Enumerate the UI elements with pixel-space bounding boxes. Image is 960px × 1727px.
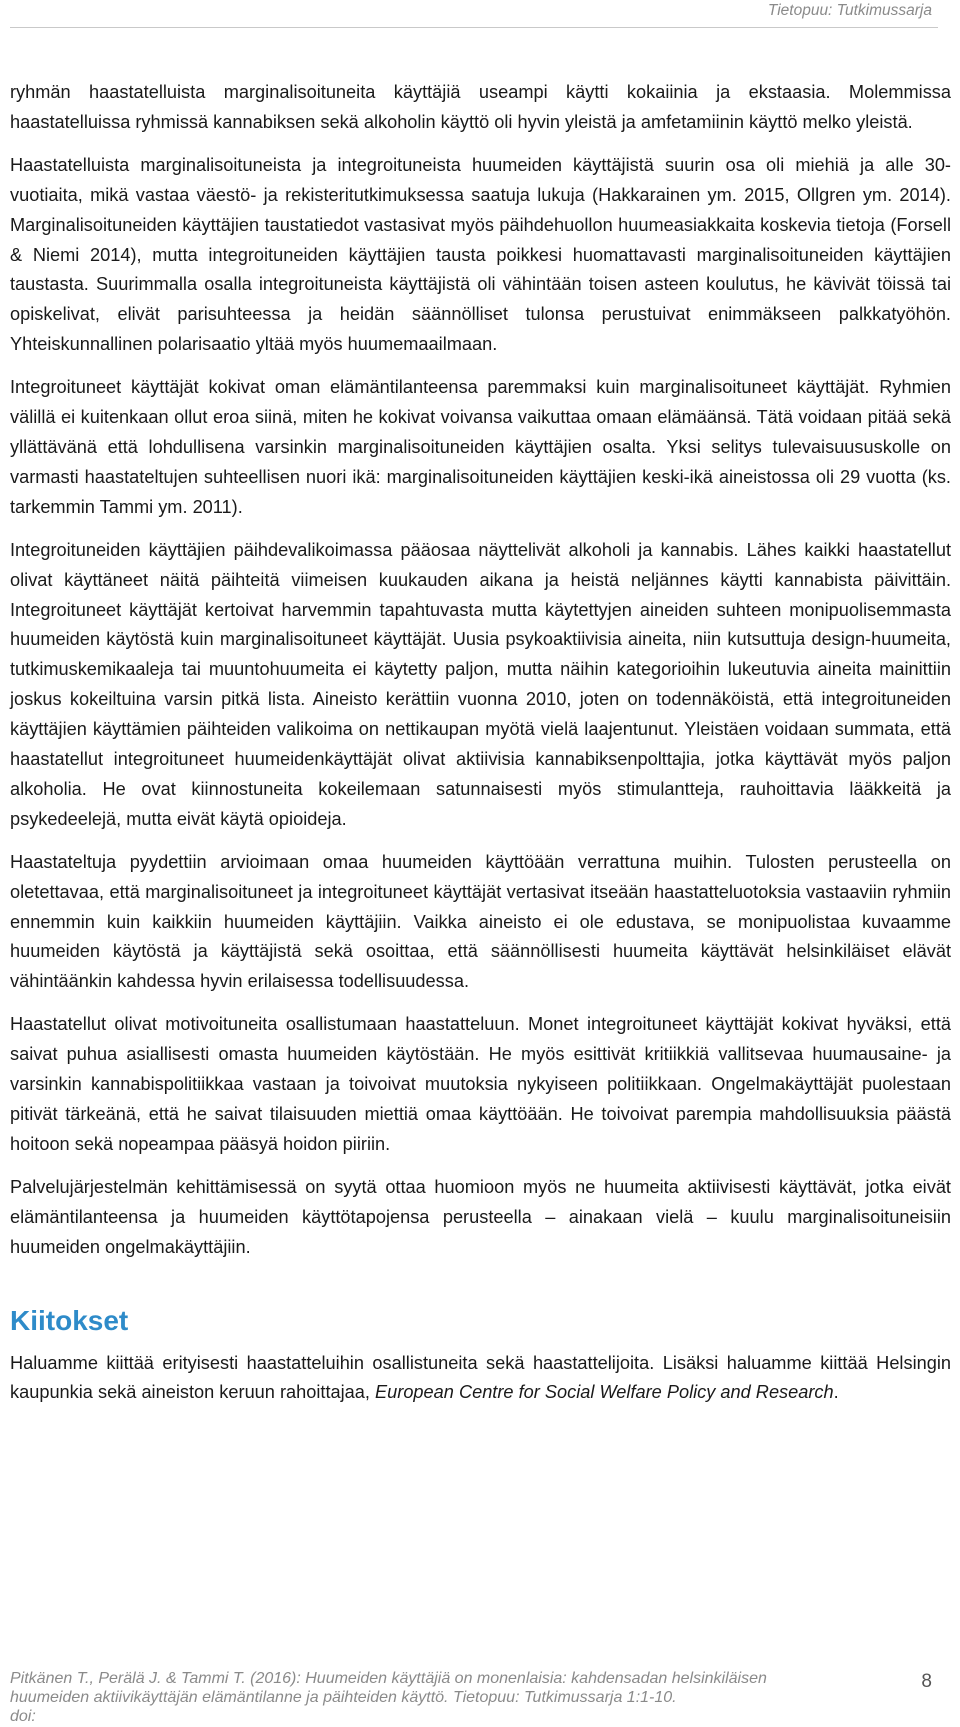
body-paragraph: Integroituneet käyttäjät kokivat oman elämäntilanteensa paremmaksi kuin marginalisoituneet käyttäjät. Ryhmien välillä ei kuitenkaan ollut eroa siinä, miten he kokivat voivansa vaikuttaa omaan elämäänsä. Tätä voidaan pitää sekä yllättävänä että lohdullisena varsinkin marginalisoituneiden käyttäjien osalta. Yksi selitys tulevaisuususkolle on varmasti haastateltujen suhteellisen nuori ikä: marginalisoituneiden käyttäjien keski-ikä aineistossa oli 29 vuotta (ks. tarkemmin Tammi ym. 2011).: [10, 377, 951, 517]
acknowledgements-paragraph: [10, 1349, 951, 1409]
series-title: Tietopuu: Tutkimussarja: [767, 2, 932, 19]
citation: [10, 1669, 860, 1726]
body-paragraph: Haastatellut olivat motivoituneita osallistumaan haastatteluun. Monet integroituneet käyttäjät kokivat hyväksi, että saivat puhua asiallisesti omasta huumeiden käytöstään. He myös esittivät kritiikkiä vallitsevaa huumausaine- ja varsinkin kannabispolitiikkaa vastaan ja toivoivat muutoksia nykyiseen politiikkaan. Ongelmakäyttäjät puolestaan pitivät tärkeänä, että he saivat tilaisuuden miettiä omaa käyttöään. He toivoivat parempia mahdollisuuksia päästä hoitoon sekä nopeampaa pääsyä hoidon piiriin.: [10, 1014, 951, 1154]
citation-line: Pitkänen T., Perälä J. & Tammi T. (2016): Huumeiden käyttäjiä on monenlaisia: kahdensadan helsinkiläisen: [10, 1670, 767, 1687]
body-paragraph: Haastateltuja pyydettiin arvioimaan omaa huumeiden käyttöään verrattuna muihin. Tulosten perusteella on oletettavaa, että marginalisoituneet ja integroituneet käyttäjät vertasivat itseään haastatteluotoksia vastaaviin ryhmiin ennemmin kuin kaikkiin huumeiden käyttäjiin. Vaikka aineisto ei ole edustava, se monipuolistaa kuvaamme huumeiden käytöstä ja käyttäjistä sekä osoittaa, että säännöllisesti huumeita käyttävät helsinkiläiset elävät vähintäänkin kahdessa hyvin erilaisessa todellisuudessa.: [10, 851, 951, 992]
acknowledgements-period: .: [833, 1382, 839, 1403]
body-paragraph: Haastatelluista marginalisoituneista ja integroituneista huumeiden käyttäjistä suurin osa oli miehiä ja alle 30-vuotiaita, mikä vastaa väestö- ja rekisteritutkimuksessa saatuja lukuja (Hakkarainen ym. 2015, Ollgren ym. 2014). Marginalisoituneiden käyttäjien taustatiedot vastasivat myös päihdehuollon huumeasiakkaita koskevia tietoja (Forsell & Niemi 2014), mutta integroituneiden käyttäjien tausta poikkesi huomattavasti marginalisoituneiden käyttäjien taustasta. Suurimmalla osalla integroituneista käyttäjistä oli vähintään toisen asteen koulutus, he kävivät töissä tai opiskelivat, elivät parisuhteessa ja heidän säännölliset tulonsa perustuivat enimmäkseen palkkatyöhön. Yhteiskunnallinen polarisaatio yltää myös huumemaailmaan.: [10, 154, 951, 355]
page-number: 8: [921, 1671, 932, 1692]
section-heading-acknowledgements: Kiitokset: [10, 1304, 129, 1336]
doi-label: doi:: [10, 1708, 36, 1725]
citation-line: huumeiden aktiivikäyttäjän elämäntilanne ja päihteiden käyttö. Tietopuu: Tutkimussarja 1:1-10.: [10, 1689, 677, 1706]
body-paragraph: ryhmän haastatelluista marginalisoituneita käyttäjiä useampi käytti kokaiinia ja ekstaasia. Molemmissa haastatelluissa ryhmissä kannabiksen sekä alkoholin käyttö oli hyvin yleistä ja amfetamiinin käyttö melko yleistä.: [10, 82, 951, 132]
acknowledgements-text: Haluamme kiittää erityisesti haastatteluihin osallistuneita sekä haastattelijoita. Lisäksi haluamme kiittää Helsingin kaupunkia sekä aineiston keruun rahoittajaa,: [10, 1352, 951, 1403]
page-footer: [10, 1669, 938, 1726]
body-paragraph: Palvelujärjestelmän kehittämisessä on syytä ottaa huomioon myös ne huumeita aktiivisesti käyttävät, jotka eivät elämäntilanteensa ja huumeiden käyttötapojensa perusteella – ainakaan vielä – kuulu marginalisoituneisiin huumeiden ongelmakäyttäjiin.: [10, 1176, 951, 1257]
funder-name: European Centre for Social Welfare Policy and Research: [375, 1382, 834, 1403]
body-paragraph: Integroituneiden käyttäjien päihdevalikoimassa pääosaa näyttelivät alkoholi ja kannabis. Lähes kaikki haastatellut olivat käyttäneet näitä päihteitä viimeisen kuukauden aikana ja heistä neljännes käytti kannabista päivittäin. Integroituneet käyttäjät kertoivat harvemmin tapahtuvasta mutta käytettyjen aineiden suhteen monipuolisemmasta huumeiden käytöstä kuin marginalisoituneet käyttäjät. Uusia psykoaktiivisia aineita, niin kutsuttuja design-huumeita, tutkimuskemikaaleja tai muuntohuumeita ei käytetty paljon, mutta näihin kategorioihin lukeutuvia aineita mainittiin joskus kokeiltuina varsin pitkä lista. Aineisto kerättiin vuonna 2010, joten on todennäköistä, että integroituneiden käyttäjien käyttämien päihteiden valikoima on nettikaupan myötä vielä laajentunut. Yleistäen voidaan summata, että haastatellut integroituneet huumeidenkäyttäjät olivat aktiivisia kannabiksenpolttajia, jotka käyttävät myös paljon alkoholia. He ovat kiinnostuneita kokeilemaan satunnaisesti myös stimulantteja, rauhoittavia lääkkeitä ja psykedeelejä, mutta eivät käytä opioideja.: [10, 539, 951, 829]
document-body: [10, 78, 951, 1421]
page-header: [10, 0, 938, 28]
